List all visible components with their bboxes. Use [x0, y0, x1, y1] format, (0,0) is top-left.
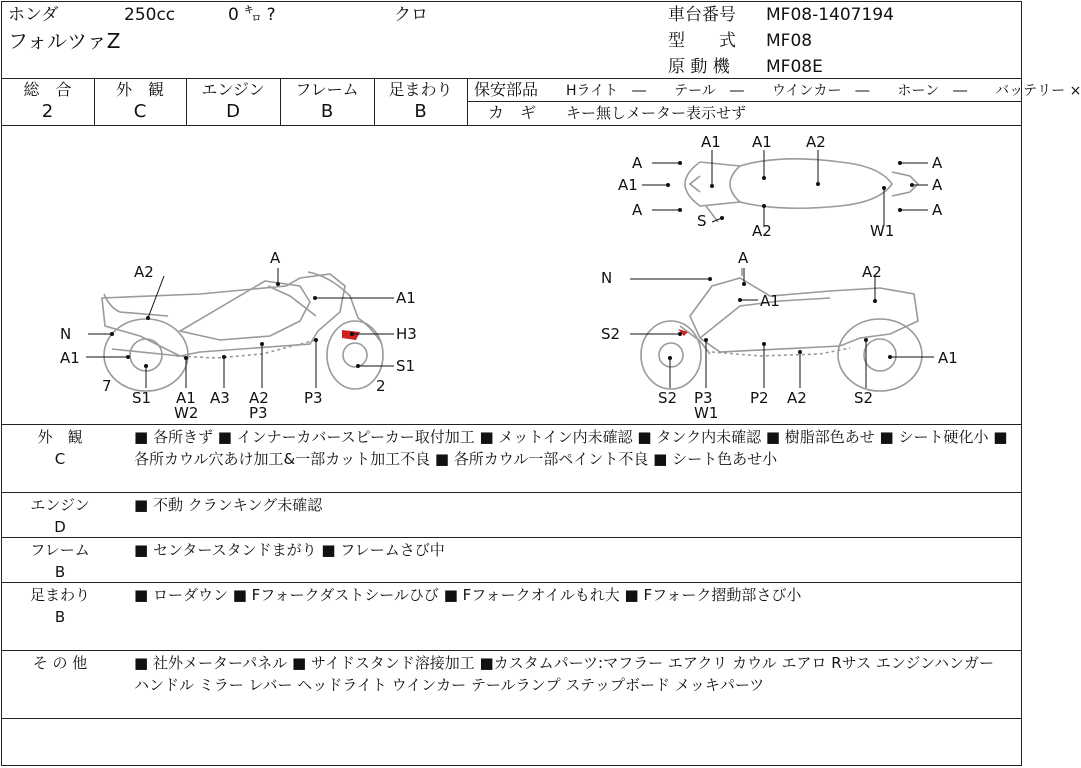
- diag-label: A3: [210, 389, 230, 407]
- engine-model-value: MF08E: [766, 57, 823, 77]
- section-frame-text: ■ センタースタンドまがり ■ フレームさび中: [134, 541, 445, 559]
- divider: [1, 424, 1022, 425]
- divider: [1, 650, 1022, 651]
- diag-label: A: [270, 249, 281, 267]
- bike-diagram: [0, 126, 1024, 424]
- grade-engine-label: エンジン: [201, 80, 265, 99]
- diag-label: S2: [854, 389, 874, 407]
- diag-label: 2: [376, 377, 386, 395]
- diag-label: N: [601, 269, 613, 287]
- section-frame-label: フレーム: [30, 541, 90, 559]
- right-bike-outline: [641, 268, 922, 391]
- grade-overall-label: 総 合: [23, 80, 72, 99]
- top-bike-outline: [685, 159, 918, 222]
- divider: [467, 78, 468, 125]
- diag-label: P2: [750, 389, 769, 407]
- diag-label: A2: [862, 263, 882, 281]
- section-other-text: ■ 社外メーターパネル ■ サイドスタンド溶接加工 ■カスタムパーツ:マフラー エアクリ カウル エアロ Rサス エンジンハンガー ハンドル ミラー レバー ヘッドライト ウインカー テールランプ ステップボード メッキパーツ: [134, 654, 995, 694]
- diag-label: S: [697, 212, 707, 230]
- diag-label: A1: [60, 349, 80, 367]
- diag-label: A1: [176, 389, 196, 407]
- section-suspension-text: ■ ローダウン ■ Fフォークダストシールひび ■ Fフォークオイルもれ大 ■ Fフォーク摺動部さび小: [134, 586, 802, 604]
- diag-label: A: [632, 154, 643, 172]
- diag-label: A1: [760, 292, 780, 310]
- section-suspension-grade: B: [54, 608, 66, 626]
- diag-label: A1: [938, 349, 958, 367]
- section-suspension-label: 足まわり: [29, 586, 90, 604]
- section-frame-grade: B: [54, 563, 66, 581]
- grade-overall: 2: [41, 101, 54, 122]
- diag-label: S1: [132, 389, 152, 407]
- diag-label: N: [60, 325, 72, 343]
- frame-no: MF08-1407194: [766, 5, 894, 25]
- model-name: フォルツァZ: [8, 29, 121, 53]
- diag-label: A: [932, 154, 943, 172]
- engine-model-label: 原 動 機: [668, 57, 730, 77]
- diag-label: A2: [249, 389, 269, 407]
- color: クロ: [394, 5, 428, 25]
- section-exterior-text: ■ 各所きず ■ インナーカバースピーカー取付加工 ■ メットイン内未確認 ■ タンク内未確認 ■ 樹脂部色あせ ■ シート硬化小 ■ 各所カウル穴あけ加工&一部カット加工不良 ■ 各所カウル一部ペイント不良 ■ シート色あせ小: [134, 428, 1008, 468]
- left-bike-outline: [102, 272, 383, 391]
- divider: [1, 492, 1022, 493]
- grade-suspension: B: [414, 101, 427, 122]
- diag-label: S1: [396, 357, 416, 375]
- diag-label: A1: [701, 133, 721, 151]
- diag-label: A2: [752, 222, 772, 240]
- diag-label: 7: [102, 377, 112, 395]
- diag-label: S2: [601, 325, 621, 343]
- type-value: MF08: [766, 31, 813, 51]
- diag-label: S2: [658, 389, 678, 407]
- diag-label: W1: [870, 222, 895, 240]
- diag-label: A2: [134, 263, 154, 281]
- diag-label: A: [632, 201, 643, 219]
- safety-label: 保安部品: [474, 80, 539, 99]
- key-label: カ ギ: [488, 103, 537, 122]
- section-exterior-label: 外 観: [37, 428, 83, 446]
- right-diagram-labels: [601, 249, 958, 422]
- divider: [468, 101, 1022, 102]
- diag-label: A2: [806, 133, 826, 151]
- divider: [1, 537, 1022, 538]
- section-other-label: そ の 他: [32, 654, 88, 672]
- mileage: 0 ㌔ ?: [228, 5, 276, 25]
- diag-label: A1: [618, 176, 638, 194]
- section-engine-text: ■ 不動 クランキング未確認: [134, 496, 323, 514]
- diag-label: A1: [396, 289, 416, 307]
- grade-frame: B: [320, 101, 334, 122]
- frame-no-label: 車台番号: [668, 5, 736, 25]
- grade-exterior-label: 外 観: [115, 80, 164, 99]
- grade-suspension-label: 足まわり: [388, 80, 453, 99]
- section-engine-label: エンジン: [30, 496, 90, 514]
- diag-label: A1: [752, 133, 772, 151]
- diag-label: P3: [304, 389, 323, 407]
- key-value: キー無しメーター表示せず: [566, 104, 747, 122]
- safety-items: Hライト ― テール ― ウインカー ― ホーン ― バッテリー ×: [566, 83, 1081, 99]
- divider: [1, 582, 1022, 583]
- left-diagram-labels: [60, 249, 417, 422]
- maker: ホンダ: [8, 5, 59, 25]
- diag-label: H3: [396, 325, 417, 343]
- diag-label: A: [738, 249, 749, 267]
- grade-frame-label: フレーム: [295, 80, 359, 99]
- divider: [1, 718, 1022, 719]
- diag-label: P3: [694, 389, 713, 407]
- diag-label: W2: [174, 404, 199, 422]
- divider: [1, 78, 1022, 79]
- type-label: 型 式: [668, 31, 736, 51]
- grade-engine: D: [226, 101, 240, 122]
- diag-label: P3: [249, 404, 268, 422]
- section-exterior-grade: C: [54, 450, 66, 468]
- diag-label: W1: [694, 404, 719, 422]
- grade-exterior: C: [133, 101, 147, 122]
- label-leaders: [86, 150, 934, 388]
- diag-label: A: [932, 201, 943, 219]
- diag-label: A: [932, 176, 943, 194]
- diag-label: A2: [787, 389, 807, 407]
- section-engine-grade: D: [54, 518, 66, 536]
- displacement: 250cc: [124, 5, 176, 25]
